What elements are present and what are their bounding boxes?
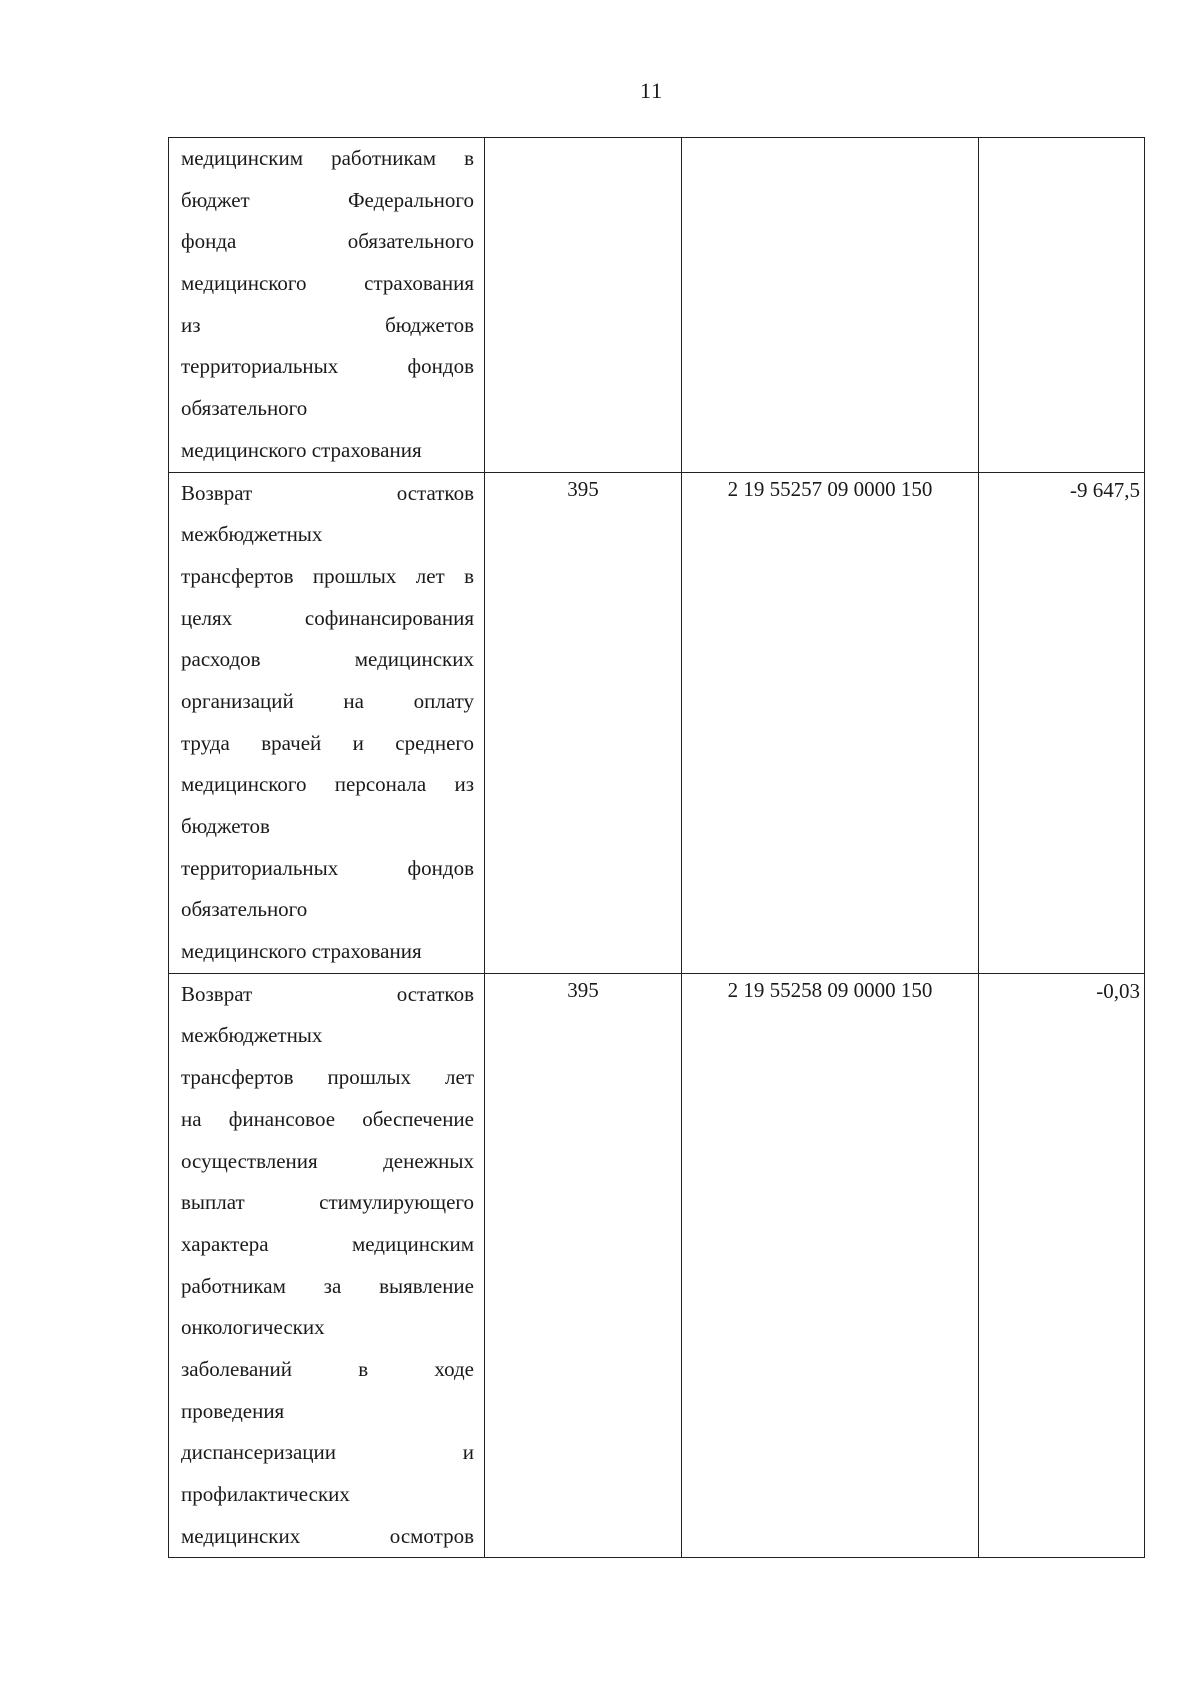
name-line: онкологических [181,1315,325,1340]
name-line: осуществления денежных [181,1148,474,1173]
name-line: медицинским работникам в [181,146,474,170]
name-line: Возврат остатков [181,981,474,1006]
name-line: межбюджетных [181,522,323,547]
name-line: профилактических [181,1482,350,1506]
page-number: 11 [640,78,664,103]
name-line: территориальных фондов [181,855,474,880]
table-row [169,973,1145,1558]
name-line: на финансовое обеспечение [181,1106,474,1131]
admin-code-cell: 395 [485,973,682,1558]
budget-code-cell: 2 19 55257 09 0000 150 [682,472,979,973]
amount-cell: -9 647,5 [979,472,1145,973]
table-row [169,138,1145,473]
amount-cell [979,138,1145,473]
name-line: бюджетов [181,814,270,838]
name-line: медицинских осмотров [181,1523,474,1548]
name-line: из бюджетов [181,312,474,337]
revenue-name-cell [169,138,485,473]
admin-code-cell [485,138,682,473]
budget-table [168,137,1145,1558]
name-line: организаций на оплату [181,688,474,713]
name-line: характера медицинским [181,1231,474,1256]
revenue-name-cell [169,973,485,1558]
name-line: Возврат остатков [181,480,474,505]
name-line: расходов медицинских [181,647,474,672]
admin-code-cell: 395 [485,472,682,973]
name-line: межбюджетных [181,1023,323,1048]
table-row [169,472,1145,973]
name-line: медицинского страхования [181,437,422,462]
budget-code-cell [682,138,979,473]
name-line: фонда обязательного [181,229,474,254]
name-line: труда врачей и среднего [181,730,474,755]
name-line: выплат стимулирующего [181,1190,474,1215]
name-line: территориальных фондов [181,354,474,379]
amount-cell: -0,03 [979,973,1145,1558]
name-line: обязательного [181,897,308,922]
budget-code-cell: 2 19 55258 09 0000 150 [682,973,979,1558]
name-line: целях софинансирования [181,605,474,630]
name-line: бюджет Федерального [181,187,474,212]
name-line: медицинского страхования [181,939,422,964]
name-line: заболеваний в ходе [181,1356,474,1381]
name-line: медицинского персонала из [181,772,474,797]
name-line: обязательного [181,396,308,421]
name-line: медицинского страхования [181,271,474,296]
revenue-name-cell [169,472,485,973]
name-line: трансфертов прошлых лет [181,1065,474,1090]
name-line: диспансеризации и [181,1440,474,1465]
name-line: работникам за выявление [181,1273,474,1298]
name-line: трансфертов прошлых лет в [181,563,474,588]
name-line: проведения [181,1398,285,1423]
